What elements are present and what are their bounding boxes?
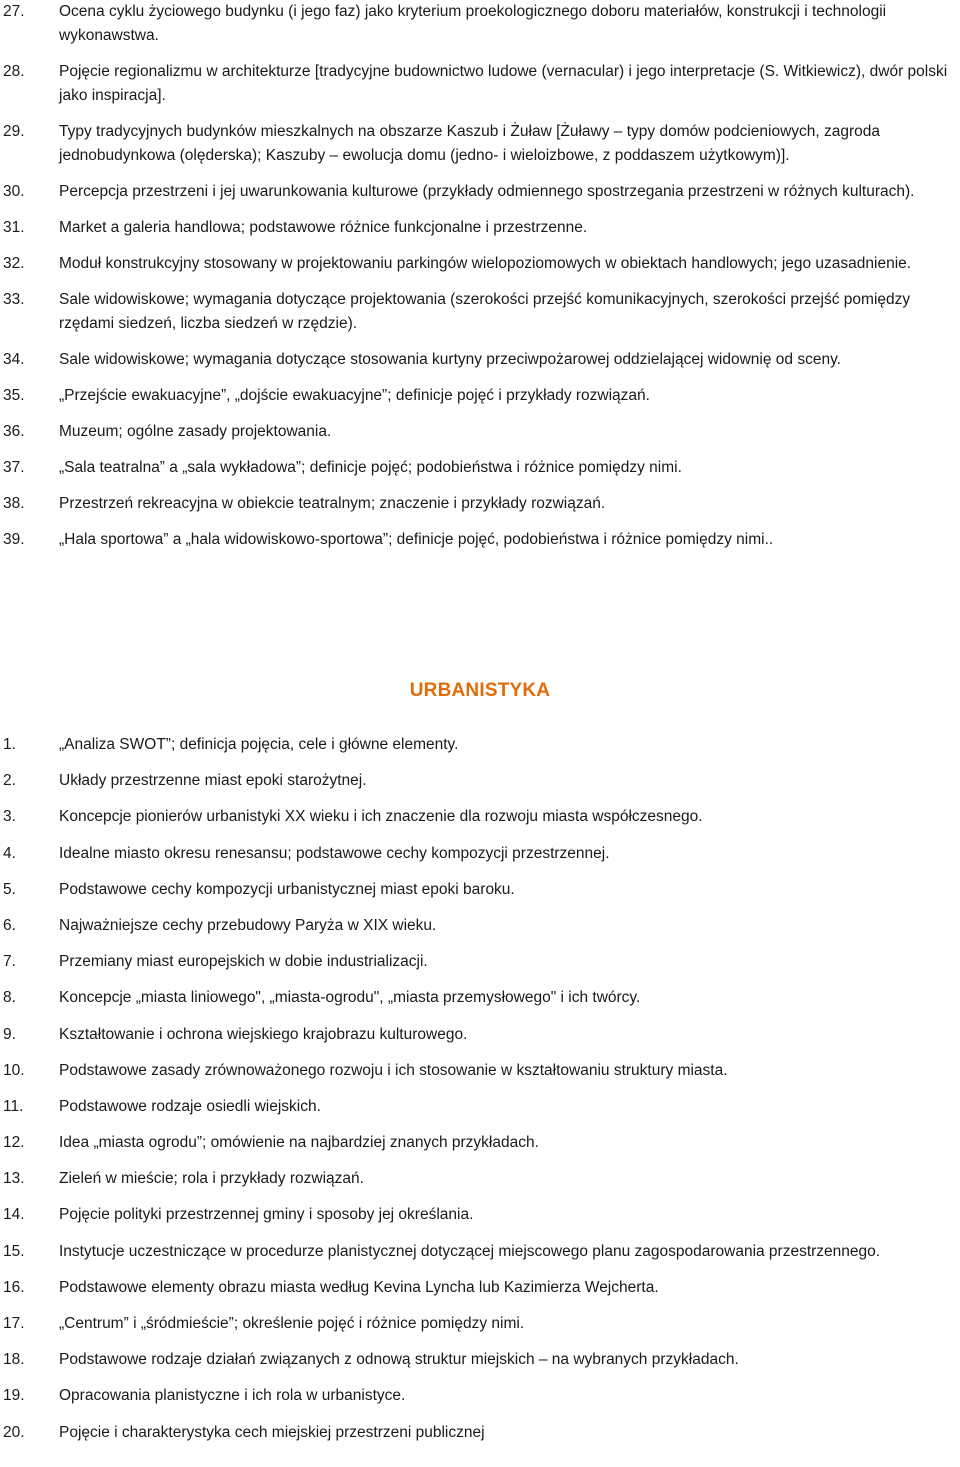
item-text: Przestrzeń rekreacyjna w obiekcie teatralnym; znaczenie i przykłady rozwiązań. (59, 495, 606, 512)
item-number: 35. (3, 387, 25, 404)
item-number: 5. (3, 880, 16, 898)
list-item (3, 216, 960, 240)
list-item (3, 528, 960, 552)
list-item (3, 120, 960, 168)
list-item (3, 733, 960, 757)
list-item (3, 0, 960, 48)
item-text: Opracowania planistyczne i ich rola w urbanistyce. (59, 1387, 406, 1405)
item-number: 10. (3, 1061, 25, 1079)
item-text: Zieleń w mieście; rola i przykłady rozwiązań. (59, 1170, 364, 1188)
item-text: Podstawowe rodzaje osiedli wiejskich. (59, 1097, 321, 1115)
list-item (3, 1312, 960, 1336)
item-number: 4. (3, 844, 16, 862)
list-item (3, 1384, 960, 1408)
item-number: 12. (3, 1134, 25, 1152)
item-number: 20. (3, 1423, 25, 1441)
list-item (3, 456, 960, 480)
item-text: Typy tradycyjnych budynków mieszkalnych na obszarze Kaszub i Żuław [Żuławy – typy domów podcieniowych, zagroda jednobudynkowa (olęderska); Kaszuby – ewolucja domu (jedno- i wieloizbowe, z poddaszem użytkowym)]. (59, 123, 881, 164)
item-number: 1. (3, 736, 16, 753)
list-item (3, 1421, 960, 1445)
list-item (3, 1023, 960, 1047)
list-item (3, 1348, 960, 1372)
list-item (3, 1240, 960, 1264)
list-item (3, 420, 960, 444)
item-number: 2. (3, 772, 16, 790)
item-text: Układy przestrzenne miast epoki starożytnej. (59, 772, 367, 790)
architecture-list (0, 0, 960, 552)
item-text: Moduł konstrukcyjny stosowany w projektowaniu parkingów wielopoziomowych w obiektach handlowych; jego uzasadnienie. (59, 255, 912, 272)
list-item (3, 60, 960, 108)
item-number: 28. (3, 63, 25, 80)
item-text: Idealne miasto okresu renesansu; podstawowe cechy kompozycji przestrzennej. (59, 844, 610, 862)
item-text: „Sala teatralna” a „sala wykładowa”; definicje pojęć; podobieństwa i różnice pomiędzy nimi. (59, 459, 682, 476)
item-number: 27. (3, 3, 25, 20)
item-text: Kształtowanie i ochrona wiejskiego krajobrazu kulturowego. (59, 1025, 468, 1043)
item-number: 29. (3, 123, 25, 140)
item-number: 31. (3, 219, 25, 236)
item-number: 37. (3, 459, 25, 476)
item-text: „Przejście ewakuacyjne”, „dojście ewakuacyjne”; definicje pojęć i przykłady rozwiązań. (59, 387, 650, 404)
list-item (3, 288, 960, 336)
item-text: Percepcja przestrzeni i jej uwarunkowania kulturowe (przykłady odmiennego spostrzegania przestrzeni w różnych kulturach). (59, 183, 915, 200)
item-text: Muzeum; ogólne zasady projektowania. (59, 423, 332, 440)
item-number: 38. (3, 495, 25, 512)
item-text: Pojęcie regionalizmu w architekturze [tradycyjne budownictwo ludowe (vernacular) i jego interpretacje (S. Witkiewicz), dwór polski jako inspiracja]. (59, 63, 948, 104)
list-item (3, 1095, 960, 1119)
item-number: 15. (3, 1242, 25, 1260)
item-text: Idea „miasta ogrodu”; omówienie na najbardziej znanych przykładach. (59, 1134, 539, 1152)
list-item (3, 1131, 960, 1155)
item-text: Ocena cyklu życiowego budynku (i jego faz) jako kryterium proekologicznego doboru materiałów, konstrukcji i technologii wykonawstwa. (59, 3, 887, 44)
item-text: „Hala sportowa” a „hala widowiskowo-sportowa”; definicje pojęć, podobieństwa i różnice pomiędzy nimi.. (59, 531, 774, 548)
list-item (3, 348, 960, 372)
list-item (3, 180, 960, 204)
item-text: Przemiany miast europejskich w dobie industrializacji. (59, 953, 428, 971)
item-text: Pojęcie polityki przestrzennej gminy i sposoby jej określania. (59, 1206, 474, 1224)
item-number: 9. (3, 1025, 16, 1043)
list-item (3, 914, 960, 938)
item-text: „Centrum” i „śródmieście”; określenie pojęć i różnice pomiędzy nimi. (59, 1315, 525, 1332)
item-text: Podstawowe rodzaje działań związanych z odnową struktur miejskich – na wybranych przykładach. (59, 1351, 739, 1369)
item-number: 30. (3, 183, 25, 200)
item-number: 19. (3, 1387, 25, 1405)
item-number: 34. (3, 351, 25, 368)
list-item (3, 950, 960, 974)
item-text: Market a galeria handlowa; podstawowe różnice funkcjonalne i przestrzenne. (59, 219, 588, 236)
item-number: 6. (3, 916, 16, 934)
item-number: 33. (3, 291, 25, 308)
item-text: Instytucje uczestniczące w procedurze planistycznej dotyczącej miejscowego planu zagospodarowania przestrzennego. (59, 1242, 881, 1260)
item-number: 32. (3, 255, 25, 272)
list-item (3, 492, 960, 516)
list-item (3, 805, 960, 829)
item-text: Podstawowe elementy obrazu miasta według Kevina Lyncha lub Kazimierza Wejcherta. (59, 1278, 659, 1296)
item-text: Sale widowiskowe; wymagania dotyczące stosowania kurtyny przeciwpożarowej oddzielającej widownię od sceny. (59, 351, 841, 368)
list-item (3, 878, 960, 902)
item-number: 17. (3, 1315, 25, 1332)
item-text: Koncepcje pionierów urbanistyki XX wieku i ich znaczenie dla rozwoju miasta współczesnego. (59, 808, 703, 826)
list-item (3, 842, 960, 866)
list-item (3, 252, 960, 276)
list-item (3, 1203, 960, 1227)
item-text: Podstawowe cechy kompozycji urbanistycznej miast epoki baroku. (59, 880, 515, 898)
list-item (3, 384, 960, 408)
list-item (3, 769, 960, 793)
list-item (3, 1167, 960, 1191)
section-title: URBANISTYKA (409, 680, 551, 701)
item-number: 11. (3, 1097, 24, 1115)
item-number: 7. (3, 953, 16, 971)
item-number: 16. (3, 1278, 25, 1296)
list-item (3, 1059, 960, 1083)
item-text: Sale widowiskowe; wymagania dotyczące projektowania (szerokości przejść komunikacyjnych, szerokości przejść pomiędzy rzędami siedzeń, liczba siedzeń w rzędzie). (59, 291, 911, 332)
list-item (3, 1276, 960, 1300)
item-text: „Analiza SWOT”; definicja pojęcia, cele i główne elementy. (59, 736, 459, 753)
item-text: Podstawowe zasady zrównoważonego rozwoju i ich stosowanie w kształtowaniu struktury miasta. (59, 1061, 728, 1079)
item-text: Najważniejsze cechy przebudowy Paryża w XIX wieku. (59, 916, 437, 934)
item-number: 18. (3, 1351, 25, 1369)
item-number: 8. (3, 989, 16, 1007)
list-item (3, 986, 960, 1010)
item-number: 3. (3, 808, 16, 826)
item-number: 36. (3, 423, 25, 440)
item-number: 13. (3, 1170, 25, 1188)
item-number: 14. (3, 1206, 25, 1224)
item-text: Pojęcie i charakterystyka cech miejskiej przestrzeni publicznej (59, 1423, 485, 1441)
item-text: Koncepcje „miasta liniowego", „miasta-ogrodu", „miasta przemysłowego" i ich twórcy. (59, 989, 641, 1007)
urbanistics-list (0, 733, 960, 1445)
item-number: 39. (3, 531, 25, 548)
